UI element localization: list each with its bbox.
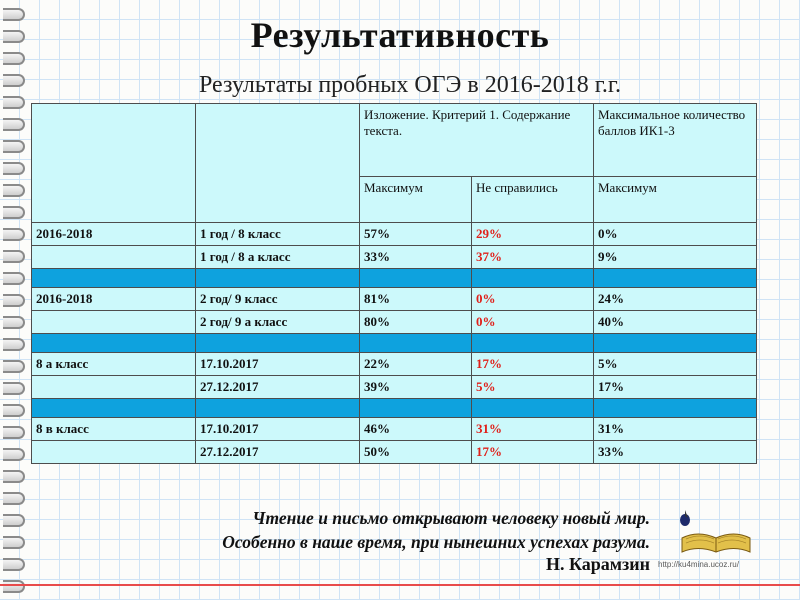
table-row [32, 288, 757, 311]
cell-group [32, 246, 196, 269]
cell-max-score: 9% [594, 246, 757, 269]
cell-max-score: 5% [594, 353, 757, 376]
page-subtitle: Результаты пробных ОГЭ в 2016-2018 г.г. [198, 72, 621, 98]
separator-row [32, 334, 757, 353]
quote-author: Н. Карамзин [545, 554, 650, 574]
cell-failed: 29% [472, 223, 594, 246]
cell-class: 17.10.2017 [196, 418, 360, 441]
cell-class: 1 год / 8 класс [196, 223, 360, 246]
cell-max: 50% [360, 441, 472, 464]
cell-failed: 37% [472, 246, 594, 269]
page-title: Результативность [250, 15, 550, 55]
header-cell-empty-2 [196, 104, 360, 223]
open-book-icon [676, 508, 756, 558]
cell-max-score: 0% [594, 223, 757, 246]
cell-max: 22% [360, 353, 472, 376]
cell-max: 39% [360, 376, 472, 399]
header-criterion-1: Изложение. Критерий 1. Содержание текста. [360, 104, 594, 177]
cell-max-score: 17% [594, 376, 757, 399]
cell-class: 2 год/ 9 класс [196, 288, 360, 311]
cell-max-score: 24% [594, 288, 757, 311]
cell-failed: 17% [472, 353, 594, 376]
cell-group: 2016-2018 [32, 288, 196, 311]
cell-max: 80% [360, 311, 472, 334]
subheader-failed: Не справились [472, 176, 594, 222]
cell-failed: 0% [472, 311, 594, 334]
table-row [32, 441, 757, 464]
cell-max-score: 40% [594, 311, 757, 334]
quote-block [222, 506, 650, 554]
table-row [32, 246, 757, 269]
cell-group [32, 376, 196, 399]
quote-line-2: Особенно в наше время, при нынешних успехах разума. [222, 532, 650, 552]
cell-failed: 5% [472, 376, 594, 399]
cell-group: 8 а класс [32, 353, 196, 376]
table-row [32, 376, 757, 399]
cell-max: 33% [360, 246, 472, 269]
cell-class: 27.12.2017 [196, 441, 360, 464]
cell-max-score: 31% [594, 418, 757, 441]
quote-line-1: Чтение и письмо открывают человеку новый мир. [252, 508, 650, 528]
subheader-max-2: Максимум [594, 176, 757, 222]
cell-group: 2016-2018 [32, 223, 196, 246]
watermark-url: http://ku4mina.ucoz.ru/ [658, 560, 739, 569]
cell-max-score: 33% [594, 441, 757, 464]
notebook-margin-line [0, 584, 800, 586]
cell-failed: 31% [472, 418, 594, 441]
results-table [31, 103, 757, 464]
table-row [32, 223, 757, 246]
table-header-row [32, 104, 757, 177]
subheader-max-1: Максимум [360, 176, 472, 222]
cell-max: 57% [360, 223, 472, 246]
cell-failed: 0% [472, 288, 594, 311]
cell-class: 27.12.2017 [196, 376, 360, 399]
cell-group [32, 311, 196, 334]
cell-max: 46% [360, 418, 472, 441]
cell-group: 8 в класс [32, 418, 196, 441]
cell-class: 2 год/ 9 а класс [196, 311, 360, 334]
cell-class: 17.10.2017 [196, 353, 360, 376]
cell-max: 81% [360, 288, 472, 311]
table-row [32, 311, 757, 334]
separator-row [32, 269, 757, 288]
cell-class: 1 год / 8 а класс [196, 246, 360, 269]
header-cell-empty-1 [32, 104, 196, 223]
cell-group [32, 441, 196, 464]
cell-failed: 17% [472, 441, 594, 464]
table-row [32, 418, 757, 441]
separator-row [32, 399, 757, 418]
header-max-score: Максимальное количество баллов ИК1-3 [594, 104, 757, 177]
table-row [32, 353, 757, 376]
